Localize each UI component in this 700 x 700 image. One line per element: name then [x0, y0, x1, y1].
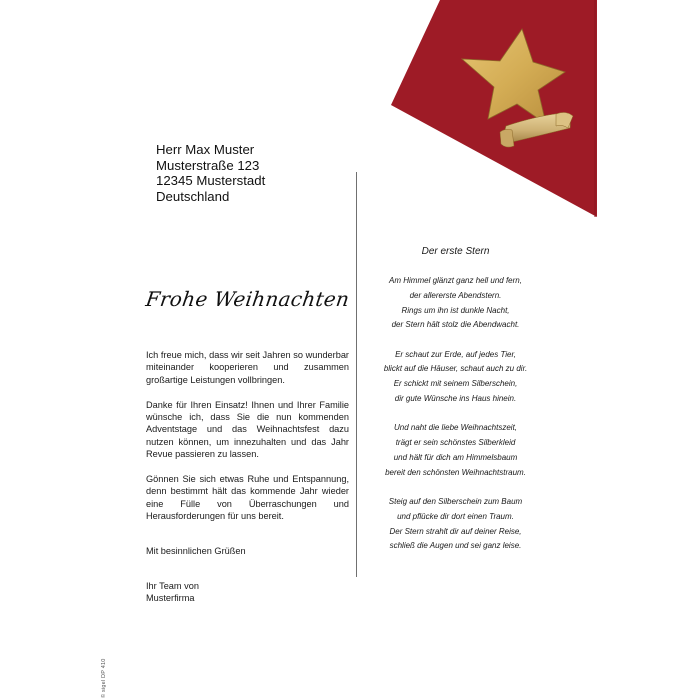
- poem-line: und hält für dich am Himmelsbaum: [393, 452, 518, 462]
- poem-line: Am Himmel glänzt ganz hell und fern,: [389, 276, 522, 285]
- letter-closing: Mit besinnlichen Grüßen: [146, 546, 246, 557]
- signature-line-2: Musterfirma: [146, 593, 195, 604]
- poem-line: schließ die Augen und sei ganz leise.: [389, 541, 522, 551]
- recipient-address: [156, 142, 265, 204]
- poem-line: der allererste Abendstern.: [409, 290, 502, 300]
- poem-line: blickt auf die Häuser, schaut auch zu dir.: [383, 364, 528, 374]
- poem-line: bereit den schönsten Weihnachtstraum.: [385, 467, 526, 477]
- letter-paragraph: Ich freue mich, dass wir seit Jahren so wunderbar miteinander kooperieren und zusammen großartige Leistungen vollbringen.: [146, 350, 349, 385]
- letter-paragraph: Gönnen Sie sich etwas Ruhe und Entspannung, denn bestimmt hält das kommende Jahr wieder eine Fülle von Überraschungen und Herausforderungen für uns bereit.: [146, 474, 349, 522]
- poem-line: und pflücke dir dort einen Traum.: [397, 511, 514, 521]
- poem-title: Der erste Stern: [421, 246, 490, 257]
- recipient-country: Deutschland: [156, 188, 230, 204]
- letter-body: [146, 349, 349, 605]
- letter-paragraph: Danke für Ihren Einsatz! Ihnen und Ihrer Familie wünsche ich, dass Sie die nun kommenden Adventstage und das Weihnachtsfest dazu nutzen können, um innezuhalten und das Jahr Revue passieren zu lassen.: [146, 399, 349, 460]
- poem-line: Er schaut zur Erde, auf jedes Tier,: [395, 349, 516, 359]
- imprint-label: © sigel DP 410: [101, 658, 107, 698]
- greeting-heading: Frohe Weihnachten: [144, 287, 352, 311]
- poem-line: Und naht die liebe Weihnachtszeit,: [393, 423, 518, 433]
- recipient-name: Herr Max Muster: [156, 142, 255, 157]
- recipient-city: 12345 Musterstadt: [156, 173, 266, 188]
- poem-stanza-4: [368, 495, 543, 554]
- poem-stanza-1: [368, 274, 543, 333]
- poem-line: der Stern hält stolz die Abendwacht.: [391, 320, 520, 330]
- gold-star-icon: [462, 29, 565, 124]
- signature-line-1: Ihr Team von: [146, 580, 199, 591]
- recipient-street: Musterstraße 123: [156, 157, 260, 173]
- gold-scroll-icon: [500, 112, 573, 147]
- letter-signature: [146, 580, 349, 605]
- red-panel-icon: [391, 0, 597, 217]
- poem-line: trägt er sein schönstes Silberkleid: [395, 438, 516, 448]
- poem-line: Rings um ihn ist dunkle Nacht,: [401, 305, 510, 315]
- poem-line: Er schickt mit seinem Silberschein,: [393, 379, 518, 389]
- poem-line: Steig auf den Silberschein zum Baum: [388, 497, 523, 507]
- column-divider: [356, 172, 357, 577]
- poem: [368, 246, 543, 569]
- poem-stanza-2: [368, 348, 543, 407]
- poem-stanza-3: [368, 421, 543, 480]
- poem-line: dir gute Wünsche ins Haus hinein.: [394, 394, 517, 404]
- poem-line: Der Stern strahlt dir auf deiner Reise,: [389, 526, 522, 536]
